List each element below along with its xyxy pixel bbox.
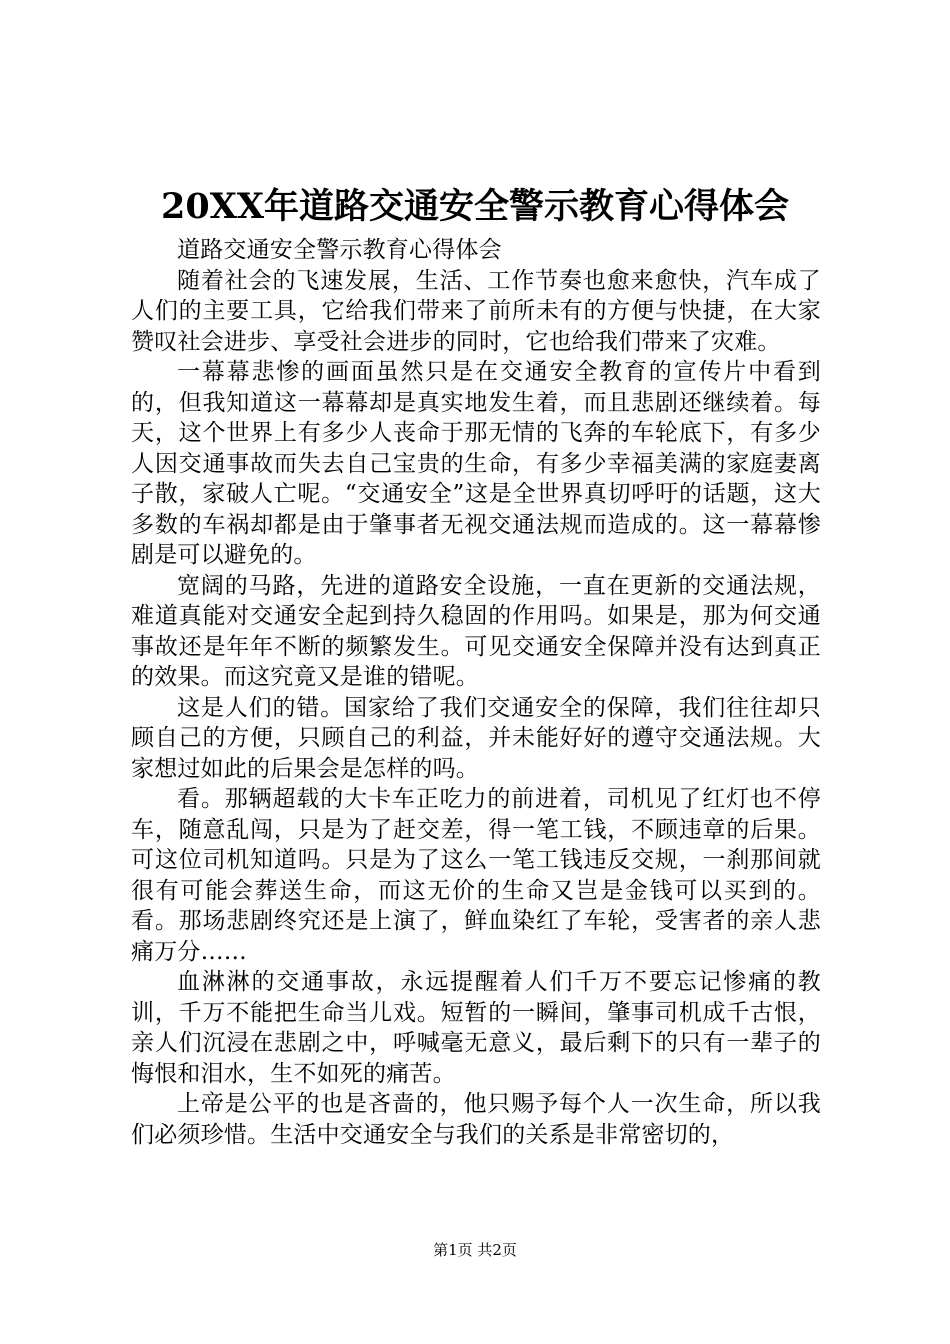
document-title: 20XX年道路交通安全警示教育心得体会 [160,186,790,227]
document-body [131,235,821,1150]
paragraph: 上帝是公平的也是吝啬的，他只赐予每个人一次生命，所以我们必须珍惜。生活中交通安全与我们的关系是非常密切的， [131,1091,821,1148]
paragraph: 随着社会的飞速发展，生活、工作节奏也愈来愈快，汽车成了人们的主要工具，它给我们带来了前所未有的方便与快捷，在大家赞叹社会进步、享受社会进步的同时，它也给我们带来了灾难。 [131,267,821,355]
paragraph: 看。那辆超载的大卡车正吃力的前进着，司机见了红灯也不停车，随意乱闯，只是为了赶交差，得一笔工钱，不顾违章的后果。可这位司机知道吗。只是为了这么一笔工钱违反交规，一刹那间就很有可能会葬送生命，而这无价的生命又岂是金钱可以买到的。看。那场悲剧终究还是上演了，鲜血染红了车轮，受害者的亲人悲痛万分…… [131,786,821,965]
paragraph-subtitle: 道路交通安全警示教育心得体会 [177,237,502,263]
paragraph: 血淋淋的交通事故，永远提醒着人们千万不要忘记惨痛的教训，千万不能把生命当儿戏。短暂的一瞬间，肇事司机成千古恨，亲人们沉浸在悲剧之中，呼喊毫无意义，最后剩下的只有一辈子的悔恨和泪水，生不如死的痛苦。 [131,969,821,1087]
paragraph: 一幕幕悲惨的画面虽然只是在交通安全教育的宣传片中看到的，但我知道这一幕幕却是真实地发生着，而且悲剧还继续着。每天，这个世界上有多少人丧命于那无情的飞奔的车轮底下，有多少人因交通事故而失去自己宝贵的生命，有多少幸福美满的家庭妻离子散，家破人亡呢。“交通安全”这是全世界真切呼吁的话题，这大多数的车祸却都是由于肇事者无视交通法规而造成的。这一幕幕惨剧是可以避免的。 [131,359,821,568]
page-number-footer: 第1页 共2页 [433,1241,517,1259]
paragraph: 这是人们的错。国家给了我们交通安全的保障，我们往往却只顾自己的方便，只顾自己的利益，并未能好好的遵守交通法规。大家想过如此的后果会是怎样的吗。 [131,694,821,782]
paragraph: 宽阔的马路，先进的道路安全设施，一直在更新的交通法规，难道真能对交通安全起到持久稳固的作用吗。如果是，那为何交通事故还是年年不断的频繁发生。可见交通安全保障并没有达到真正的效果。而这究竟又是谁的错呢。 [131,572,821,690]
